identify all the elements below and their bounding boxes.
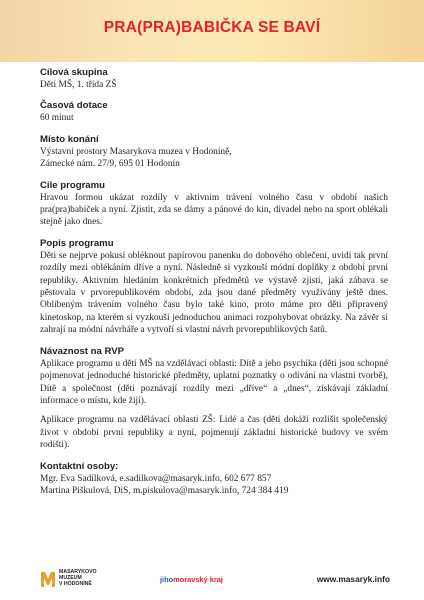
- region-logo: [160, 575, 223, 584]
- section-venue: [40, 134, 388, 171]
- heading-venue: Místo konání: [40, 133, 99, 145]
- text-curriculum-zs: Aplikace programu na vzdělávací oblasti ZŠ: Lidé a čas (děti dokáží rozlišit společenský život v období první republiky a nyní, pojmenují základní historické budovy ve svém rodišti).: [40, 415, 388, 451]
- text-curriculum-ms: Aplikace programu u dětí MŠ na vzdělávací oblasti: Dítě a jeho psychika (děti jsou schopné pojmenovat jednoduché historické předměty, uplatní poznatky o odívání na vlastní tvorbě), Dítě a společnost (děti poznávají rozdíly mezi „dříve“ a „dnes“, získávají základní informace o místu, kde žijí).: [40, 358, 388, 406]
- museum-logo-text: [59, 569, 97, 588]
- contact-line-2: Martina Piškulová, DiS, m.piskulova@masaryk.info, 724 384 419: [40, 485, 289, 496]
- heading-duration: Časová dotace: [40, 100, 108, 112]
- section-target-group: [40, 67, 388, 91]
- text-description: Děti se nejprve pokusí obléknout papírovou panenku do dobového oblečení, uvidí tak první rozdíly mezi oblékáním dříve a nyní. Následně si vyzkouší módní doplňky z období první republiky. Aktivním hledáním konkrétních předmětů ve výstavě zjistí, jaká zábava se pěstovala v prvorepublikovém období, zda jsou dané předměty využívány ještě dnes. Oblíbeným trávením volného času bylo také kino, proto máme pro děti připravený kinetoskop, na kterém si vyzkouší jednoduchou animaci rozpohybovat obrázky. Na závěr si zahrají na módní návrháře a vytvoří si vlastní návrh prvorepublikových šatů.: [40, 250, 388, 336]
- text-venue-line1: Výstavní prostory Masarykova muzea v Hodoníně,: [40, 146, 232, 157]
- text-target-group: Děti MŠ, 1. třída ZŠ: [40, 80, 117, 90]
- section-description: [40, 238, 388, 337]
- page-title: PRA(PRA)BABIČKA SE BAVÍ: [103, 19, 321, 36]
- section-contacts: [40, 461, 388, 498]
- section-curriculum: [40, 346, 388, 452]
- region-logo-part1: jiho: [160, 575, 174, 584]
- text-venue-line2: Zámecké nám. 27/9, 695 01 Hodonín: [40, 159, 180, 170]
- logo-line-3: V HODONÍNĚ: [59, 581, 92, 588]
- header-banner: [0, 0, 424, 62]
- heading-contacts: Kontaktní osoby:: [40, 460, 119, 472]
- document-body: [40, 67, 388, 497]
- website-link[interactable]: www.masaryk.info: [316, 574, 390, 584]
- region-logo-part2: moravský kraj: [173, 575, 223, 584]
- section-goals: [40, 180, 388, 229]
- contact-line-1: Mgr. Eva Sadílková, e.sadilkova@masaryk.info, 602 677 857: [40, 473, 272, 484]
- heading-curriculum: Návaznost na RVP: [40, 345, 125, 357]
- text-goals: Hravou formou ukázat rozdíly v aktivním trávení volného času v období našich pra(pra)babiček a nyní. Zjistit, zda se dámy a pánové do kin, divadel nebo na sport oblékali stejně jako dnes.: [40, 192, 388, 228]
- text-duration: 60 minut: [40, 113, 74, 124]
- logo-line-1: MASARYKOVO: [59, 569, 97, 575]
- section-duration: [40, 100, 388, 124]
- heading-description: Popis programu: [40, 237, 114, 249]
- heading-target-group: Cílová skupina: [40, 67, 108, 78]
- footer: [0, 564, 424, 600]
- heading-goals: Cíle programu: [40, 179, 106, 191]
- museum-logo-icon: [40, 570, 56, 588]
- logo-line-2: MUZEUM: [59, 575, 82, 582]
